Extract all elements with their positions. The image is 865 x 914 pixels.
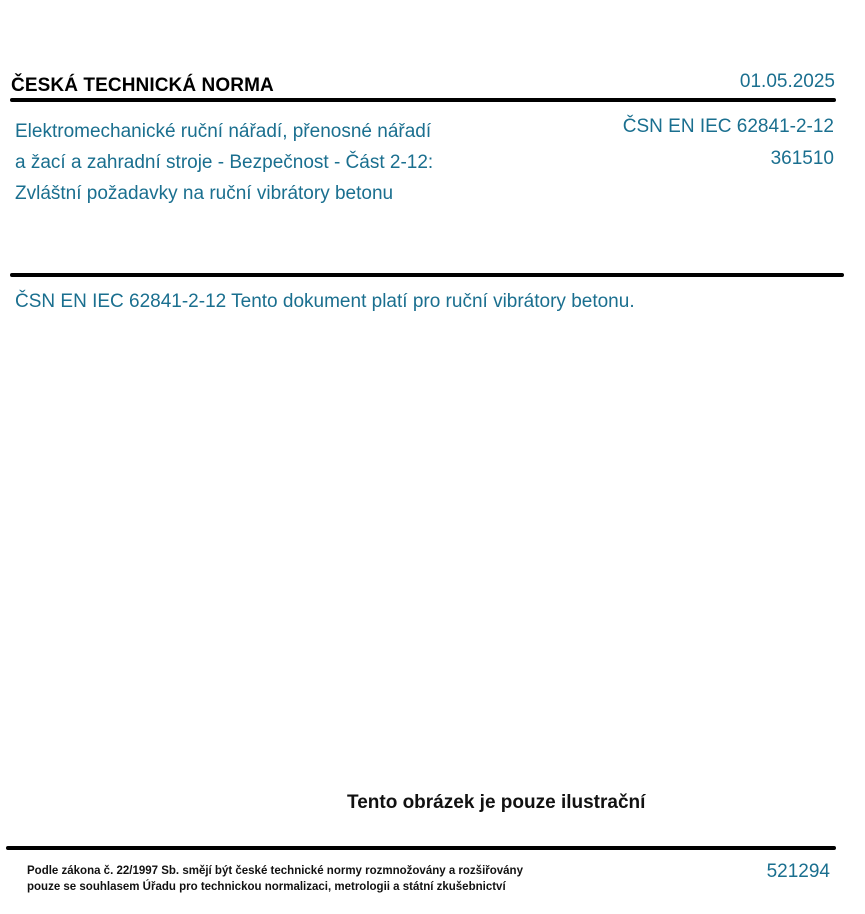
header-divider: [10, 98, 836, 102]
illustration-note: Tento obrázek je pouze ilustrační: [347, 792, 646, 813]
document-title-line: Zvláštní požadavky na ruční vibrátory betonu: [15, 183, 394, 204]
standard-code: ČSN EN IEC 62841-2-12: [622, 116, 834, 137]
classification-code: 361510: [770, 148, 834, 169]
title-divider: [10, 273, 844, 277]
document-summary: ČSN EN IEC 62841-2-12 Tento dokument platí pro ruční vibrátory betonu.: [15, 291, 635, 312]
legal-notice: [27, 863, 523, 895]
legal-notice-line: Podle zákona č. 22/1997 Sb. smějí být české technické normy rozmnožovány a rozšiřovány: [27, 865, 523, 877]
document-number: 521294: [766, 861, 830, 882]
legal-notice-line: pouze se souhlasem Úřadu pro technickou normalizaci, metrologii a státní zkušebnictví: [27, 881, 506, 893]
publication-date: 01.05.2025: [739, 71, 835, 92]
norm-label: ČESKÁ TECHNICKÁ NORMA: [11, 75, 274, 96]
footer-divider: [6, 846, 836, 850]
document-title-line: Elektromechanické ruční nářadí, přenosné nářadí: [15, 121, 432, 142]
document-title-line: a žací a zahradní stroje - Bezpečnost - Část 2-12:: [15, 152, 434, 173]
document-title: [15, 116, 505, 209]
